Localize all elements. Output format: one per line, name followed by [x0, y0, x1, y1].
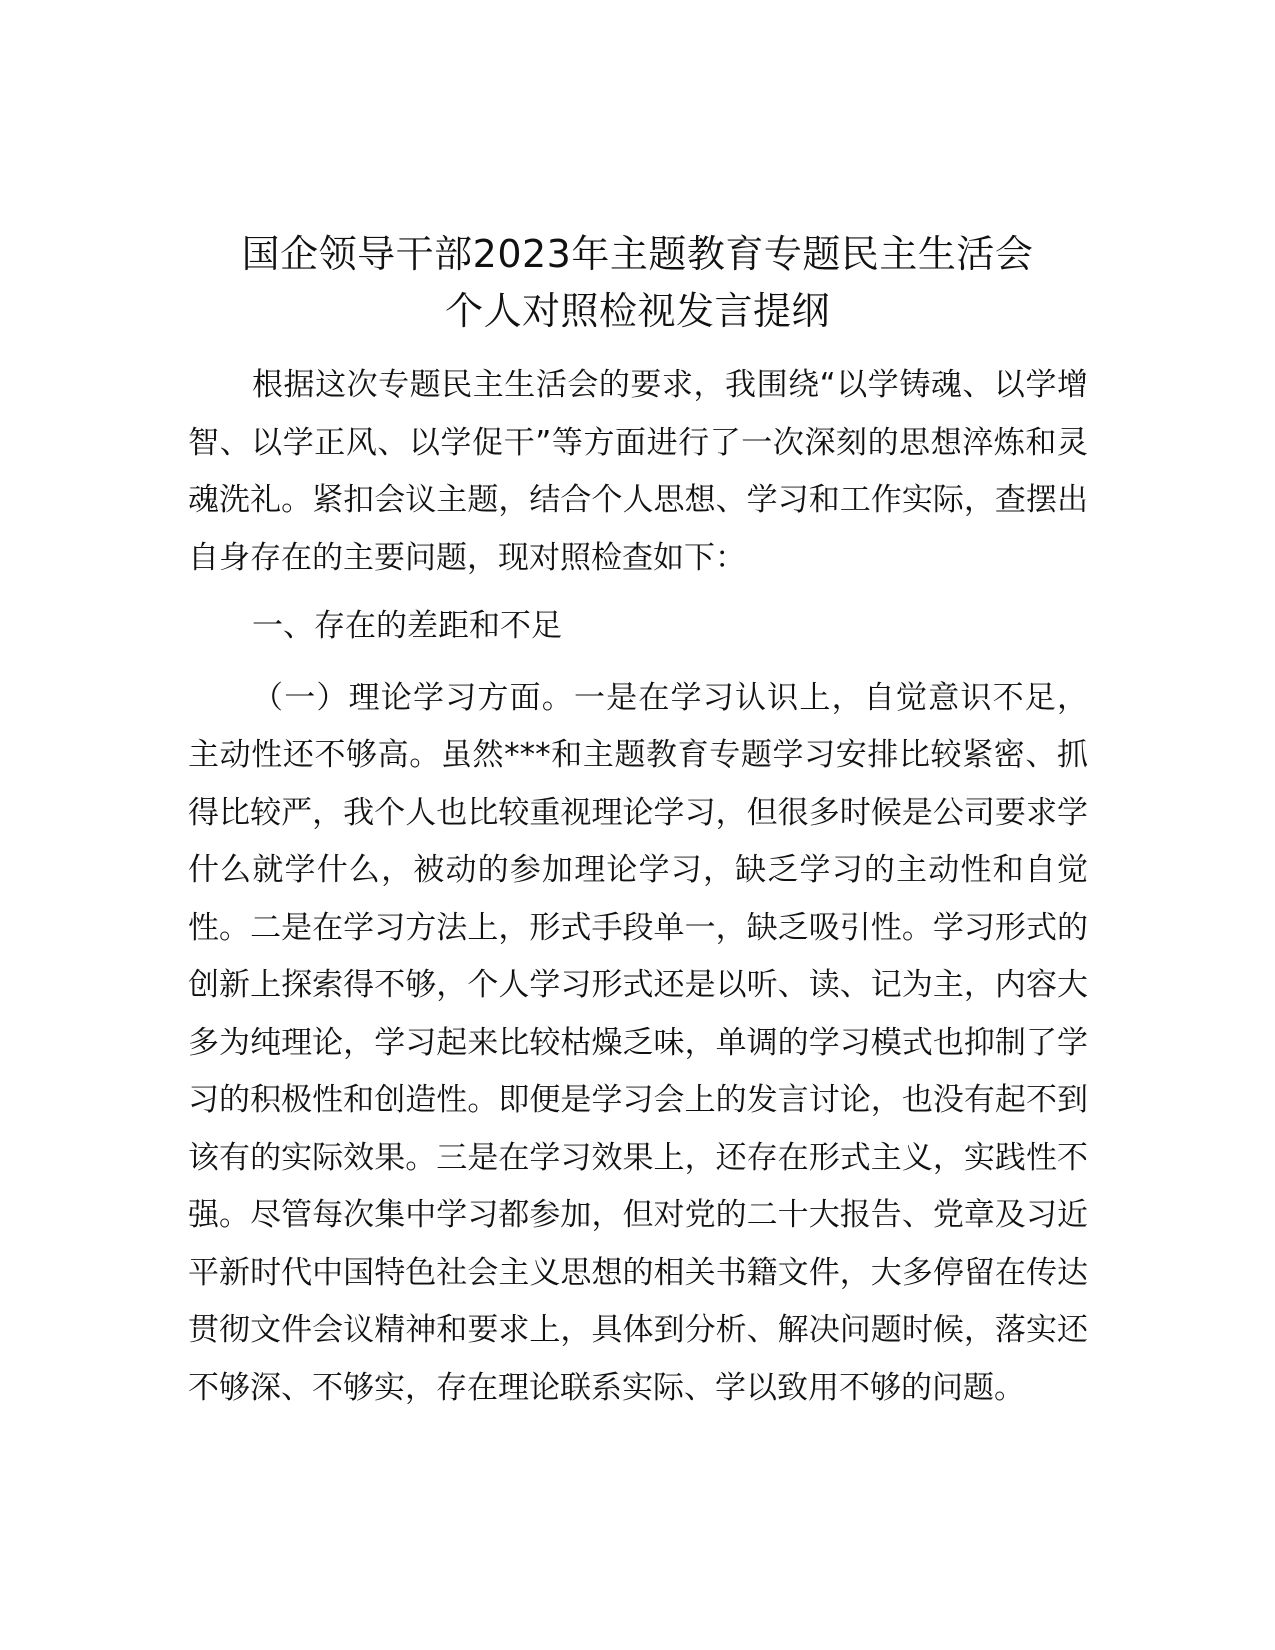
section-heading: 一、存在的差距和不足: [252, 608, 562, 644]
intro-paragraph: 根据这次专题民主生活会的要求，我围绕“以学铸魂、以学增智、以学正风、以学促干”等方面进行了一次深刻的思想淬炼和灵魂洗礼。紧扣会议主题，结合个人思想、学习和工作实际，查摆出自身存在的主要问题，现对照检查如下：: [188, 367, 1088, 576]
document-title-line-2: 个人对照检视发言提纲: [444, 289, 830, 333]
document-body: [188, 357, 1088, 1428]
theory-study-paragraph: （一）理论学习方面。一是在学习认识上，自觉意识不足，主动性还不够高。虽然***和主题教育专题学习安排比较紧密、抓得比较严，我个人也比较重视理论学习，但很多时候是公司要求学什么就学什么，被动的参加理论学习，缺乏学习的主动性和自觉性。二是在学习方法上，形式手段单一，缺乏吸引性。学习形式的创新上探索得不够，个人学习形式还是以听、读、记为主，内容大多为纯理论，学习起来比较枯燥乏味，单调的学习模式也抑制了学习的积极性和创造性。即便是学习会上的发言讨论，也没有起不到该有的实际效果。三是在学习效果上，还存在形式主义，实践性不强。尽管每次集中学习都参加，但对党的二十大报告、党章及习近平新时代中国特色社会主义思想的相关书籍文件，大多停留在传达贯彻文件会议精神和要求上，具体到分析、解决问题时候，落实还不够深、不够实，存在理论联系实际、学以致用不够的问题。: [188, 679, 1088, 1406]
document-title-line-1: 国企领导干部2023年主题教育专题民主生活会: [241, 232, 1034, 276]
